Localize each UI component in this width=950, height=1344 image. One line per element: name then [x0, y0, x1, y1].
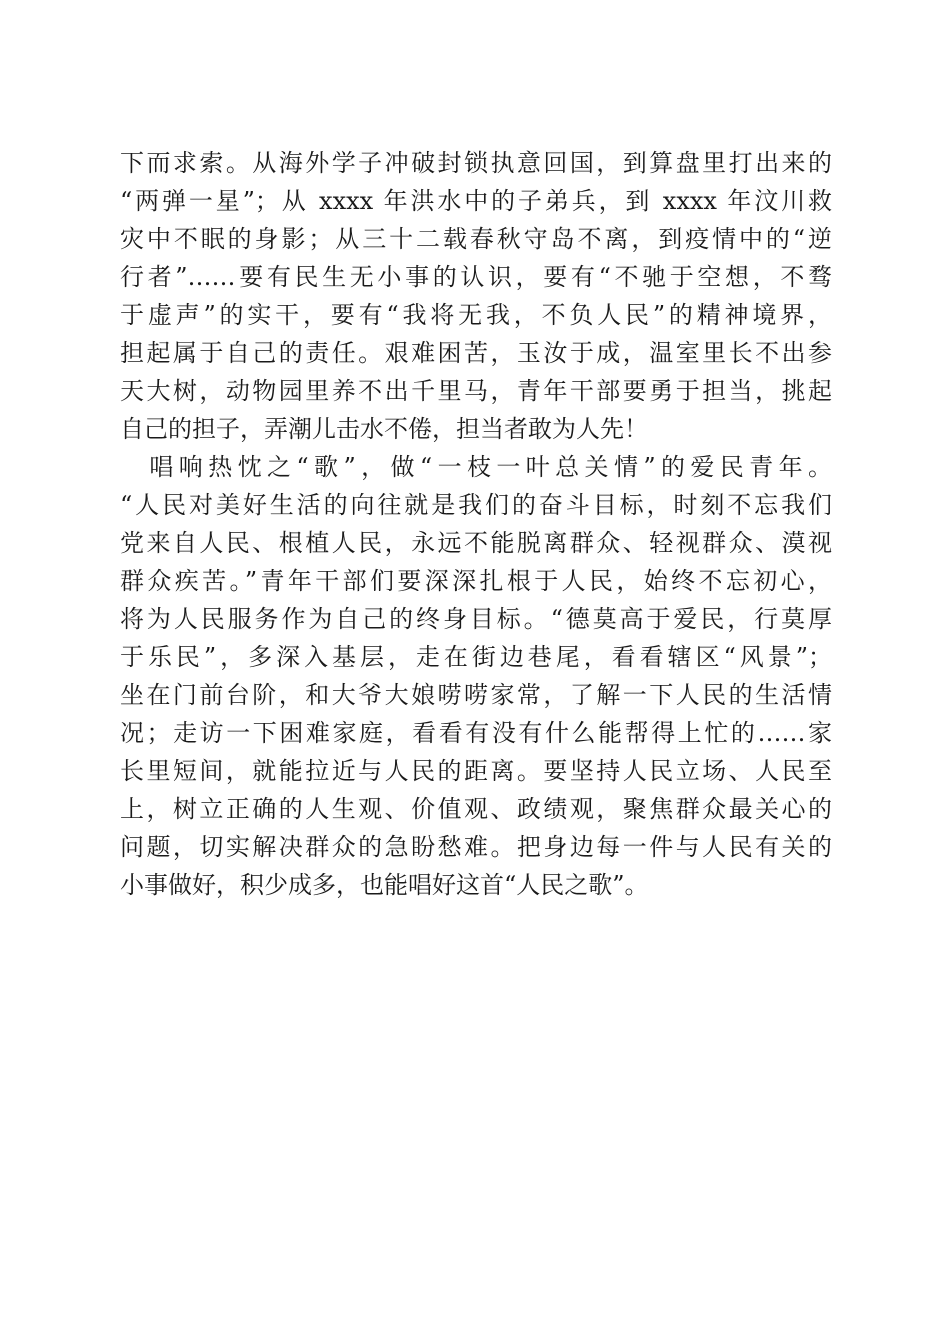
- paragraph-2: [120, 448, 832, 904]
- text-line: 于虚声”的实干，要有“我将无我，不负人民”的精神境界，: [120, 301, 832, 329]
- text-line: “两弹一星”；从 xxxx 年洪水中的子弟兵，到 xxxx 年汶川救: [120, 187, 832, 215]
- text-line: 小事做好，积少成多，也能唱好这首“人民之歌”。: [120, 871, 649, 899]
- text-line: 担起属于自己的责任。艰难困苦，玉汝于成，温室里长不出参: [120, 339, 832, 367]
- text-line: 下而求索。从海外学子冲破封锁执意回国，到算盘里打出来的: [120, 149, 832, 177]
- text-line: “人民对美好生活的向往就是我们的奋斗目标，时刻不忘我们: [120, 491, 832, 519]
- text-line: 坐在门前台阶，和大爷大娘唠唠家常，了解一下人民的生活情: [120, 681, 832, 709]
- text-line: 唱响热忱之“歌”，做“一枝一叶总关情”的爱民青年。: [120, 453, 832, 481]
- document-body: [120, 144, 832, 904]
- text-line: 行者”……要有民生无小事的认识，要有“不驰于空想，不骛: [120, 263, 832, 291]
- text-line: 群众疾苦。”青年干部们要深深扎根于人民，始终不忘初心，: [120, 567, 832, 595]
- text-line: 党来自人民、根植人民，永远不能脱离群众、轻视群众、漠视: [120, 529, 832, 557]
- text-line: 问题，切实解决群众的急盼愁难。把身边每一件与人民有关的: [120, 833, 832, 861]
- text-line: 自己的担子，弄潮儿击水不倦，担当者敢为人先！: [120, 415, 648, 443]
- text-line: 于乐民”，多深入基层，走在街边巷尾，看看辖区“风景”；: [120, 643, 832, 671]
- text-line: 况；走访一下困难家庭，看看有没有什么能帮得上忙的……家: [120, 719, 832, 747]
- text-line: 长里短间，就能拉近与人民的距离。要坚持人民立场、人民至: [120, 757, 832, 785]
- paragraph-1: [120, 144, 832, 448]
- text-line: 天大树，动物园里养不出千里马，青年干部要勇于担当，挑起: [120, 377, 832, 405]
- text-line: 将为人民服务作为自己的终身目标。“德莫高于爱民，行莫厚: [120, 605, 832, 633]
- text-line: 灾中不眠的身影；从三十二载春秋守岛不离，到疫情中的“逆: [120, 225, 832, 253]
- text-line: 上，树立正确的人生观、价值观、政绩观，聚焦群众最关心的: [120, 795, 832, 823]
